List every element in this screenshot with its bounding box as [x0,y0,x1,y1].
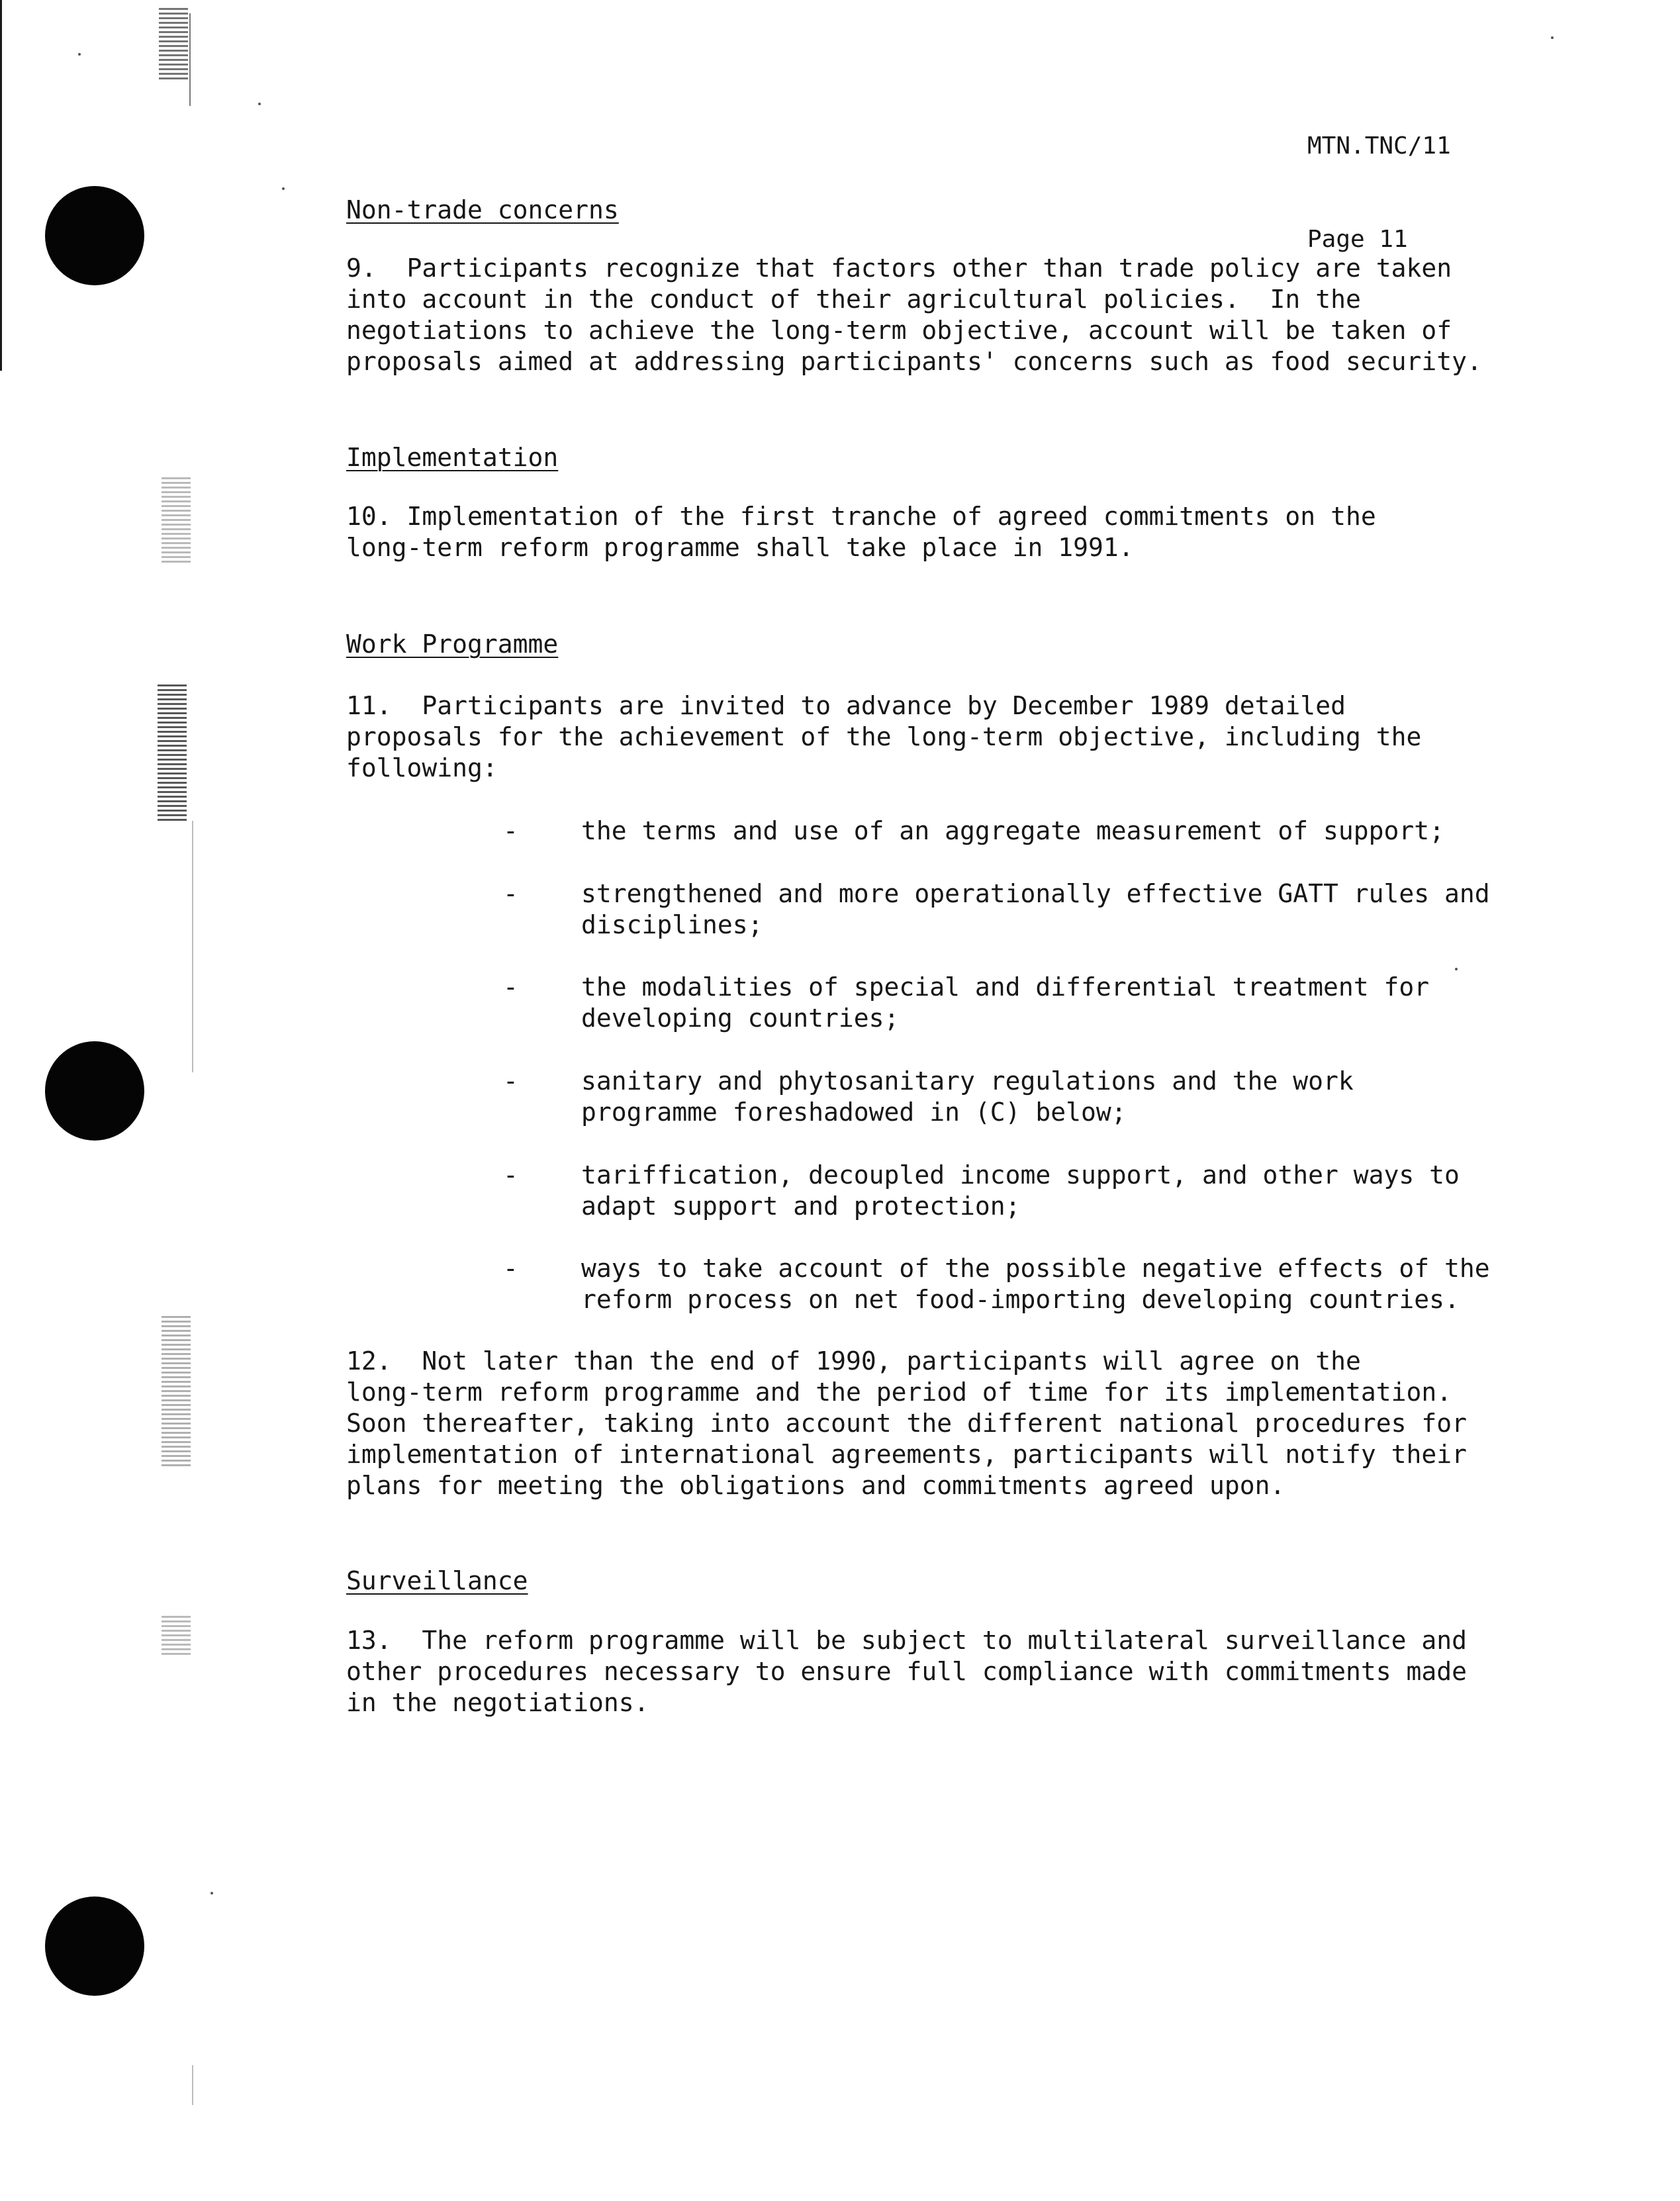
list-dash: - [503,816,518,845]
scan-speck [1551,36,1554,39]
paragraph-line: long-term reform programme and the period of time for its implementation. [346,1378,1452,1407]
list-item-line: strengthened and more operationally effective GATT rules and [581,879,1490,908]
scan-speck [210,1892,213,1895]
binding-artifact [162,1615,191,1655]
list-item-line: tariffication, decoupled income support, and other ways to [581,1160,1460,1190]
punch-hole [45,1041,144,1141]
binding-artifact [162,1314,191,1466]
section-heading-work-programme: Work Programme [346,630,559,659]
binding-artifact [192,821,193,1072]
section-heading-surveillance: Surveillance [346,1566,528,1595]
binding-artifact [189,13,191,106]
section-heading-non-trade-concerns: Non-trade concerns [346,195,619,224]
punch-hole [45,1897,144,1996]
scan-edge-line [0,0,2,371]
section-heading-implementation: Implementation [346,443,559,472]
list-item-line: disciplines; [581,910,763,939]
paragraph-line: 12. Not later than the end of 1990, participants will agree on the [346,1346,1361,1376]
list-item-line: ways to take account of the possible negative effects of the [581,1254,1490,1283]
paragraph-line: 13. The reform programme will be subject to multilateral surveillance and [346,1626,1467,1655]
paragraph-line: Soon thereafter, taking into account the different national procedures for [346,1409,1467,1438]
scan-speck [282,187,285,190]
list-dash: - [503,1160,518,1190]
list-dash: - [503,879,518,908]
list-item-line: developing countries; [581,1004,900,1033]
scan-speck [258,103,261,105]
list-item-line: reform process on net food-importing developing countries. [581,1285,1460,1314]
paragraph-line: following: [346,753,498,782]
scan-speck [78,53,81,56]
list-item-line: adapt support and protection; [581,1192,1021,1221]
paragraph-13 [346,1625,1524,1718]
list-dash: - [503,1066,518,1096]
page-number: Page 11 [1307,226,1408,253]
paragraph-11 [346,690,1524,784]
list-item-line: sanitary and phytosanitary regulations and the work [581,1066,1354,1096]
paragraph-line: proposals for the achievement of the long-term objective, including the [346,722,1422,751]
binding-artifact [162,477,191,563]
binding-artifact [192,2065,193,2105]
list-item-line: the terms and use of an aggregate measurement of support; [581,816,1445,845]
paragraph-line: other procedures necessary to ensure full compliance with commitments made [346,1657,1467,1686]
list-item-line: the modalities of special and differential treatment for [581,972,1430,1002]
paragraph-line: long-term reform programme shall take place in 1991. [346,533,1134,562]
document-reference: MTN.TNC/11 [1307,132,1451,160]
paragraph-line: proposals aimed at addressing participants' concerns such as food security. [346,347,1482,376]
paragraph-line: negotiations to achieve the long-term objective, account will be taken of [346,316,1452,345]
binding-artifact [158,682,187,821]
list-item-line: programme foreshadowed in (C) below; [581,1098,1127,1127]
paragraph-9 [346,253,1524,377]
punch-hole [45,186,144,285]
paragraph-line: plans for meeting the obligations and commitments agreed upon. [346,1471,1285,1500]
paragraph-10 [346,501,1524,563]
list-dash: - [503,1254,518,1283]
list-dash: - [503,972,518,1002]
binding-artifact [159,7,188,79]
scan-speck [1455,968,1458,970]
paragraph-12 [346,1346,1524,1501]
paragraph-line: in the negotiations. [346,1688,649,1717]
paragraph-line: 11. Participants are invited to advance by December 1989 detailed [346,691,1346,720]
paragraph-line: 9. Participants recognize that factors other than trade policy are taken [346,254,1452,283]
paragraph-line: implementation of international agreements, participants will notify their [346,1440,1467,1469]
paragraph-line: into account in the conduct of their agricultural policies. In the [346,285,1361,314]
paragraph-line: 10. Implementation of the first tranche of agreed commitments on the [346,502,1376,531]
